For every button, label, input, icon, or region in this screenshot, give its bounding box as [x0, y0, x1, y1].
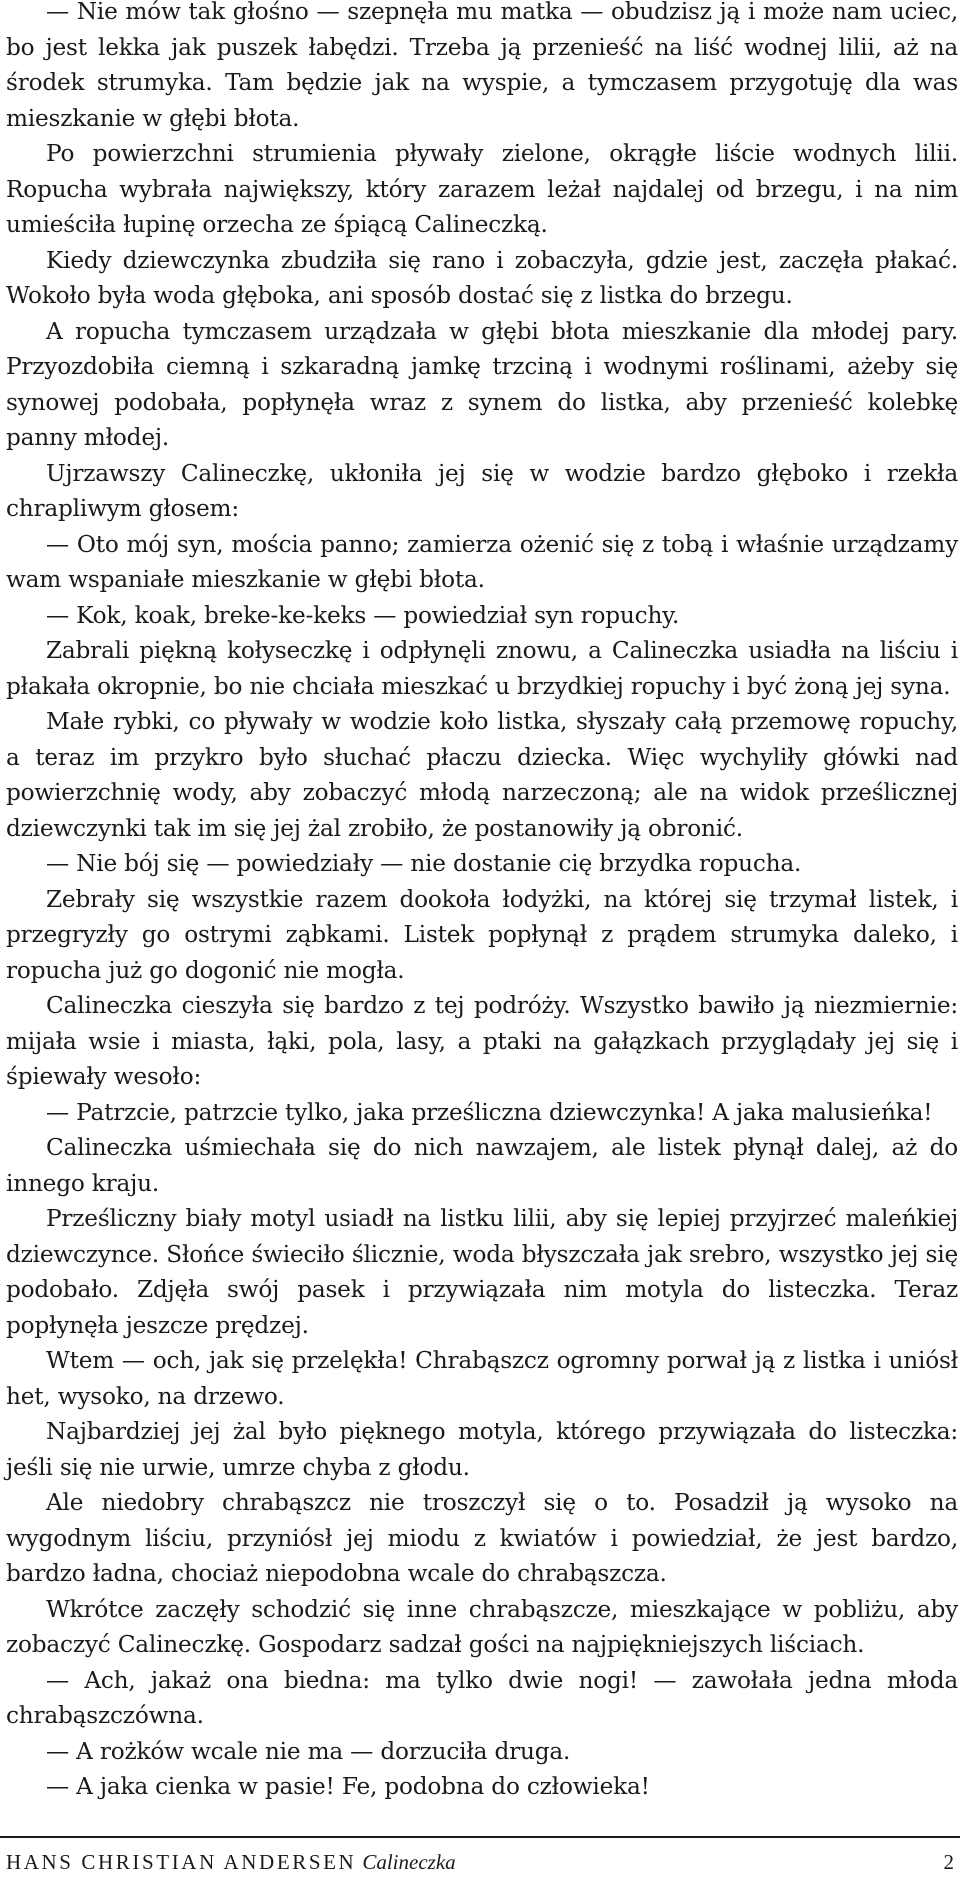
page-footer [6, 1848, 954, 1876]
story-text [6, 0, 958, 1805]
paragraph: Wtem — och, jak się przelękła! Chrabąszcz ogromny porwał ją z listka i uniósł het, wysoko, na drzewo. [6, 1347, 958, 1410]
paragraph: Zebrały się wszystkie razem dookoła łodyżki, na której się trzymał listek, i przegryzły go ostrymi ząbkami. Listek popłynął z prądem strumyka daleko, i ropucha już go dogonić nie mogła. [6, 885, 958, 984]
paragraph: — Nie bój się — powiedziały — nie dostanie cię brzydka ropucha. [46, 850, 802, 877]
footer-author: HANS CHRISTIAN ANDERSEN [6, 1850, 357, 1874]
paragraph: — Oto mój syn, mościa panno; zamierza ożenić się z tobą i właśnie urządzamy wam wspaniałe mieszkanie w głębi błota. [6, 530, 958, 593]
paragraph: Małe rybki, co pływały w wodzie koło listka, słyszały całą przemowę ropuchy, a teraz im przykro było słuchać płaczu dziecka. Więc wychyliły główki nad powierzchnię wody, aby zobaczyć młodą narzeczoną; ale na widok prześlicznej dziewczynki tak im się jej żal zrobiło, że postanowiły ją obronić. [6, 708, 958, 842]
paragraph: Prześliczny biały motyl usiadł na listku lilii, aby się lepiej przyjrzeć maleńkiej dziewczynce. Słońce świeciło ślicznie, woda błyszczała jak srebro, wszystko jej się podobało. Zdjęła swój pasek i przywiązała nim motyla do listeczka. Teraz popłynęła jeszcze prędzej. [6, 1205, 958, 1339]
paragraph: — A rożków wcale nie ma — dorzuciła druga. [46, 1737, 571, 1765]
paragraph: Wkrótce zaczęły schodzić się inne chrabąszcze, mieszkające w pobliżu, aby zobaczyć Calineczkę. Gospodarz sadzał gości na najpiękniejszych liściach. [6, 1595, 958, 1658]
paragraph: Najbardziej jej żal było pięknego motyla, którego przywiązała do listeczka: jeśli się nie urwie, umrze chyba z głodu. [6, 1418, 958, 1481]
footer-title: Calineczka [362, 1850, 456, 1874]
footer-rule [0, 1836, 960, 1838]
paragraph: Zabrali piękną kołyseczkę i odpłynęli znowu, a Calineczka usiadła na liściu i płakała okropnie, bo nie chciała mieszkać u brzydkiej ropuchy i być żoną jej syna. [6, 637, 958, 700]
paragraph: Ujrzawszy Calineczkę, ukłoniła jej się w wodzie bardzo głęboko i rzekła chrapliwym głosem: [6, 459, 958, 522]
paragraph: Po powierzchni strumienia pływały zielone, okrągłe liście wodnych lilii. Ropucha wybrała największy, który zarazem leżał najdalej od brzegu, i na nim umieściła łupinę orzecha ze śpiącą Calineczką. [6, 140, 958, 238]
paragraph: — Nie mów tak głośno — szepnęła mu matka — obudzisz ją i może nam uciec, bo jest lekka jak puszek łabędzi. Trzeba ją przenieść na liść wodnej lilii, aż na środek strumyka. Tam będzie jak na wyspie, a tymczasem przygotuję dla was mieszkanie w głębi błota. [6, 0, 958, 132]
paragraph: Calineczka uśmiechała się do nich nawzajem, ale listek płynął dalej, aż do innego kraju. [6, 1134, 958, 1197]
paragraph: — Kok, koak, breke-ke-keks — powiedział syn ropuchy. [46, 601, 680, 629]
paragraph: — Ach, jakaż ona biedna: ma tylko dwie nogi! — zawołała jedna młoda chrabąszczówna. [6, 1666, 958, 1729]
paragraph: Kiedy dziewczynka zbudziła się rano i zobaczyła, gdzie jest, zaczęła płakać. Wokoło była woda głęboka, ani sposób dostać się z listka do brzegu. [6, 246, 958, 309]
paragraph: Calineczka cieszyła się bardzo z tej podróży. Wszystko bawiło ją niezmiernie: mijała wsie i miasta, łąki, pola, lasy, a ptaki na gałązkach przyglądały jej się i śpiewały wesoło: [6, 992, 958, 1090]
paragraph: Ale niedobry chrabąszcz nie troszczył się o to. Posadził ją wysoko na wygodnym liściu, przyniósł jej miodu z kwiatów i powiedział, że jest bardzo, bardzo ładna, chociaż niepodobna wcale do chrabąszcza. [6, 1489, 958, 1587]
paragraph: A ropucha tymczasem urządzała w głębi błota mieszkanie dla młodej pary. Przyozdobiła ciemną i szkaradną jamkę trzciną i wodnymi roślinami, ażeby się synowej podobała, popłynęła wraz z synem do listka, aby przenieść kolebkę panny młodej. [6, 317, 958, 451]
paragraph: — A jaka cienka w pasie! Fe, podobna do człowieka! [46, 1773, 650, 1800]
page-number: 2 [943, 1850, 954, 1874]
paragraph: — Patrzcie, patrzcie tylko, jaka prześliczna dziewczynka! A jaka malusieńka! [46, 1098, 933, 1126]
